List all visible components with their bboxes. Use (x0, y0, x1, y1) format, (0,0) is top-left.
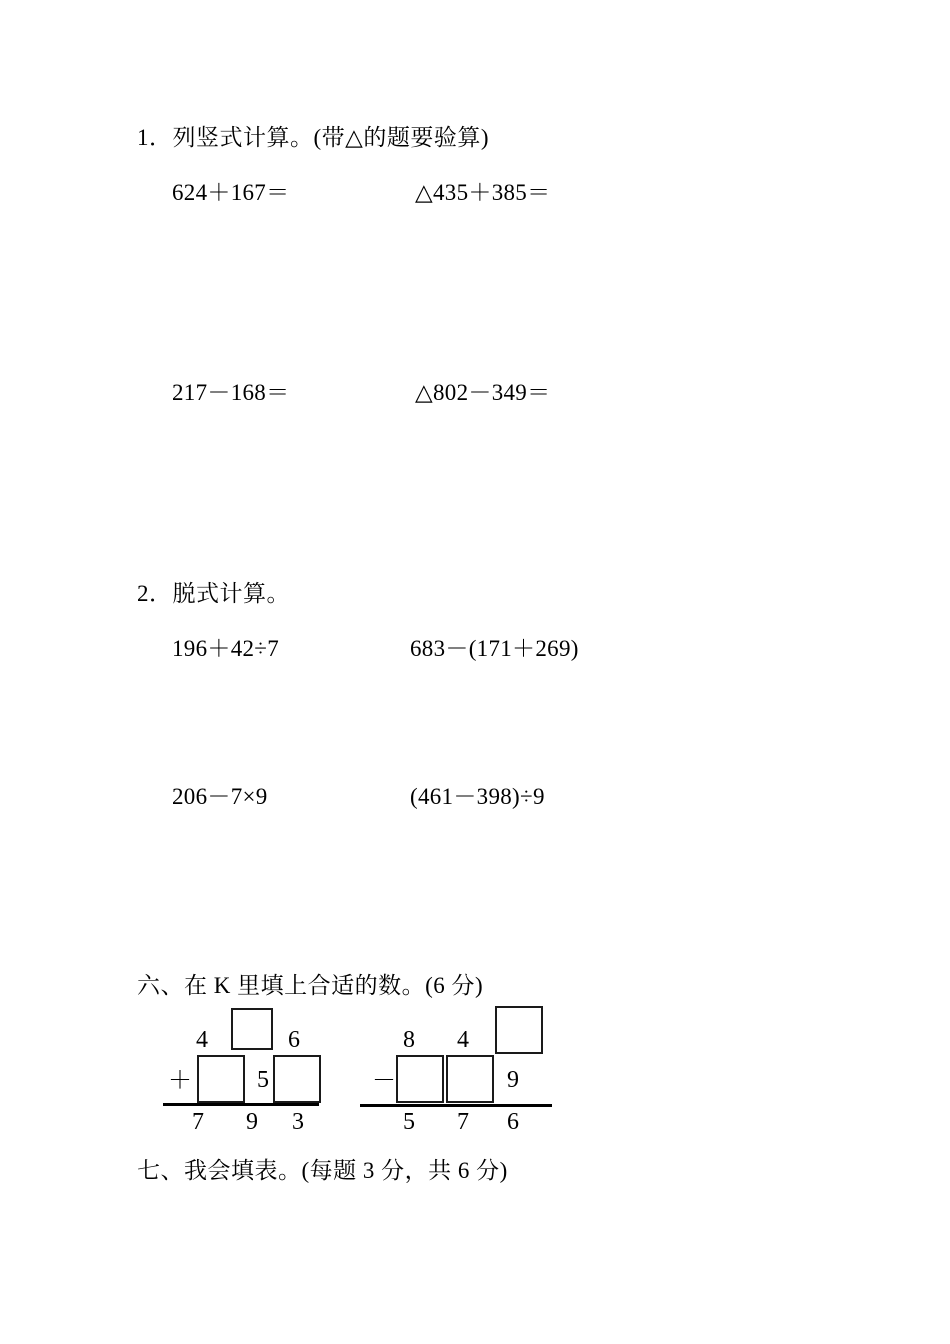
subtraction-top-digit-tens: 4 (457, 1027, 469, 1053)
exercise-1-row-1-left: 624＋167＝ (172, 180, 290, 205)
subtraction-result-digit-ones: 6 (507, 1109, 519, 1135)
subtraction-bottom-blank-hundreds[interactable] (396, 1055, 444, 1103)
section-seven-heading: 七、我会填表。(每题 3 分，共 6 分) (137, 1158, 508, 1183)
addition-result-digit-hundreds: 7 (192, 1109, 204, 1135)
exercise-2-title: 脱式计算。 (172, 581, 290, 606)
exercise-1-heading (137, 119, 489, 152)
addition-sum-rule (163, 1103, 319, 1106)
subtraction-bottom-digit-ones: 9 (507, 1067, 519, 1093)
subtraction-bottom-blank-tens[interactable] (446, 1055, 494, 1103)
exercise-1-row-1-right: △435＋385＝ (415, 180, 551, 205)
addition-top-blank-tens[interactable] (231, 1008, 273, 1050)
exercise-2-row-2-right: (461－398)÷9 (410, 784, 545, 809)
subtraction-top-digit-hundreds: 8 (403, 1027, 415, 1053)
addition-top-digit-ones: 6 (288, 1027, 300, 1053)
section-six-heading: 六、在 K 里填上合适的数。(6 分) (137, 973, 484, 998)
exercise-2-heading (137, 575, 290, 608)
exercise-1-number: 1． (137, 125, 173, 150)
subtraction-result-digit-tens: 7 (457, 1109, 469, 1135)
exercise-2-row-2-left: 206－7×9 (172, 784, 268, 809)
addition-operator-sign: ＋ (168, 1068, 192, 1094)
addition-result-digit-ones: 3 (292, 1109, 304, 1135)
exercise-2-row-1-left: 196＋42÷7 (172, 636, 280, 661)
addition-result-digit-tens: 9 (246, 1109, 258, 1135)
addition-bottom-digit-tens: 5 (257, 1067, 269, 1093)
exercise-1-title: 列竖式计算。(带△的题要验算) (172, 125, 490, 150)
addition-bottom-blank-ones[interactable] (273, 1055, 321, 1103)
subtraction-top-blank-ones[interactable] (495, 1006, 543, 1054)
addition-top-digit-hundreds: 4 (196, 1027, 208, 1053)
addition-bottom-blank-hundreds[interactable] (197, 1055, 245, 1103)
subtraction-result-digit-hundreds: 5 (403, 1109, 415, 1135)
subtraction-operator-sign: － (372, 1068, 396, 1094)
addition-puzzle (163, 1002, 323, 1137)
exercise-1-row-2-right: △802－349＝ (415, 380, 551, 405)
subtraction-difference-rule (360, 1104, 552, 1107)
exercise-1-row-2-left: 217－168＝ (172, 380, 290, 405)
exercise-2-row-1-right: 683－(171＋269) (410, 636, 579, 661)
subtraction-puzzle (360, 1002, 555, 1137)
exercise-2-number: 2． (137, 581, 173, 606)
